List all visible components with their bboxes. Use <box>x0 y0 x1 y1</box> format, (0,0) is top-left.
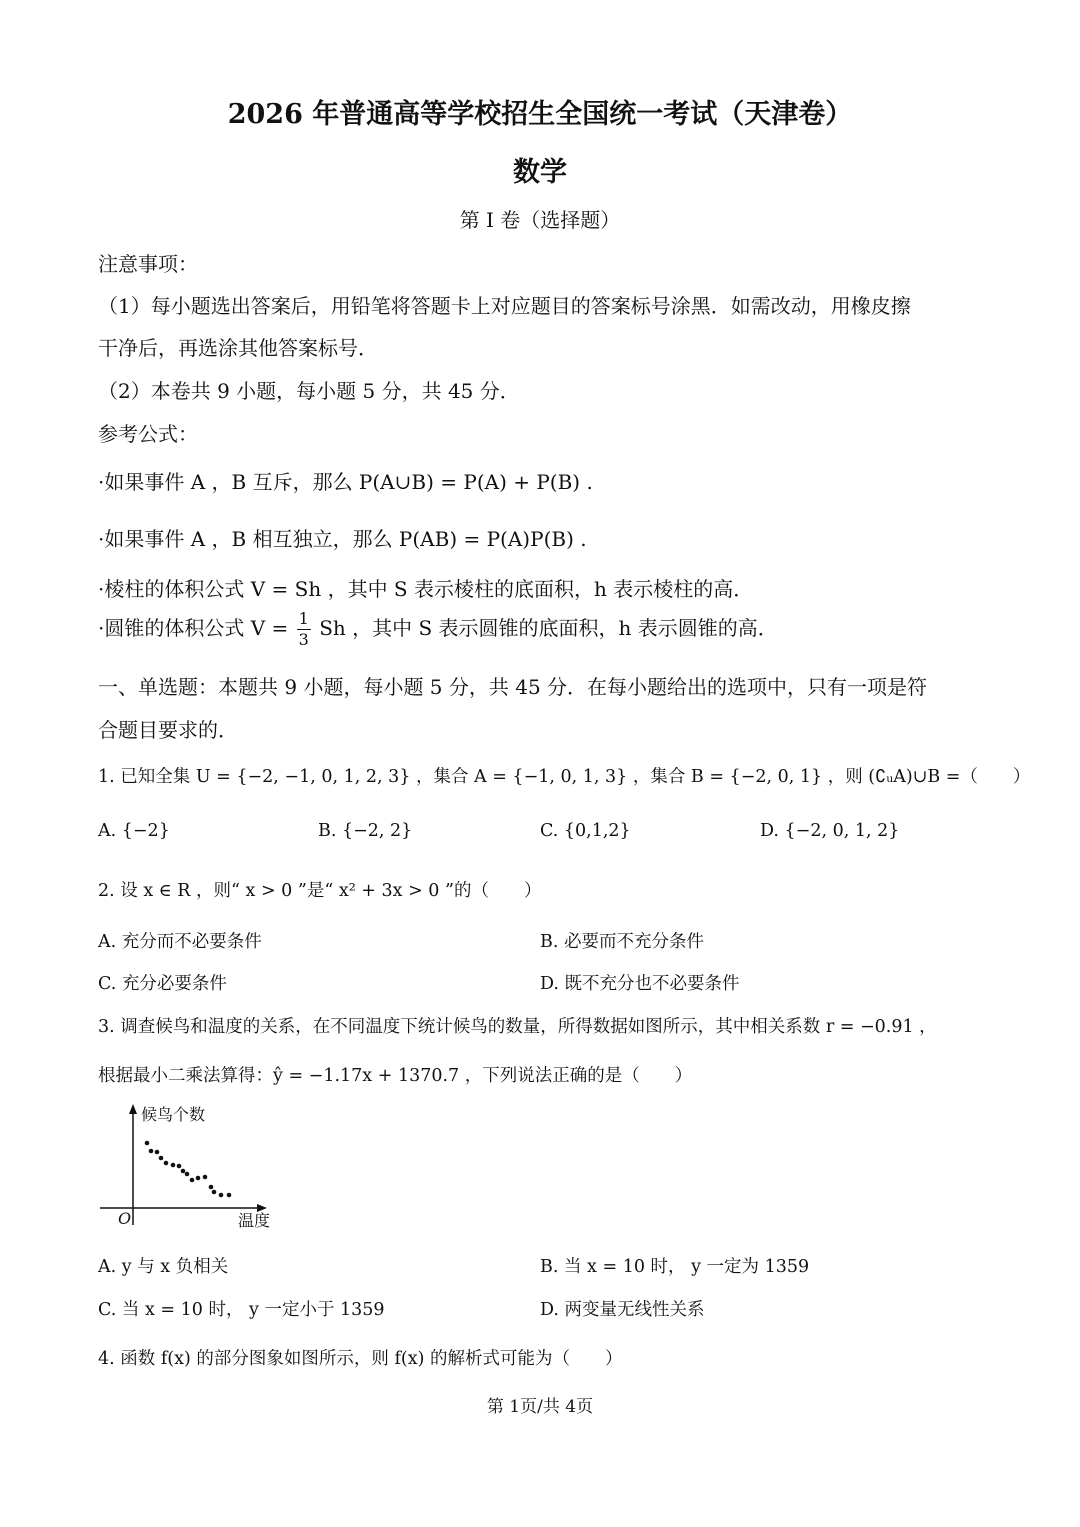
scatter-point <box>185 1172 190 1177</box>
fraction-denominator: 3 <box>298 630 309 649</box>
scatter-point <box>164 1161 169 1166</box>
scatter-point <box>227 1193 232 1198</box>
notes-item2: （2）本卷共 9 小题，每小题 5 分，共 45 分． <box>98 379 520 403</box>
q1-option-a: A. {−2} <box>98 821 170 841</box>
scatter-point <box>209 1185 214 1190</box>
x-axis-label: 温度 <box>238 1211 271 1230</box>
formulas-heading: 参考公式： <box>98 422 198 446</box>
part1-instructions-line1: 一、单选题：本题共 9 小题，每小题 5 分，共 45 分．在每小题给出的选项中，只有一项是符 <box>98 675 928 699</box>
y-axis-label: 候鸟个数 <box>141 1105 206 1124</box>
formula-independent-events: ·如果事件 A ，B 相互独立，那么 P(AB) = P(A)P(B) . <box>98 527 587 551</box>
q2-option-c: C. 充分必要条件 <box>98 974 227 994</box>
q3-option-d: D. 两变量无线性关系 <box>540 1300 705 1320</box>
scatter-point <box>149 1149 154 1154</box>
scatter-point <box>181 1169 186 1174</box>
q1-option-d: D. {−2, 0, 1, 2} <box>760 821 900 841</box>
q2-option-d: D. 既不充分也不必要条件 <box>540 974 740 994</box>
scatter-points <box>145 1141 232 1198</box>
scatter-point <box>196 1176 201 1181</box>
exam-title: 2026 年普通高等学校招生全国统一考试（天津卷） <box>227 99 853 130</box>
formula-cone-volume <box>98 611 778 648</box>
scatter-point <box>145 1141 150 1146</box>
scatter-point <box>171 1163 176 1168</box>
scatter-point <box>155 1150 160 1155</box>
cone-formula-prefix: ·圆锥的体积公式 V = <box>98 616 289 640</box>
q3-scatter-figure <box>95 1100 295 1235</box>
scatter-point <box>212 1190 217 1195</box>
q3-stem-line1: 3. 调查候鸟和温度的关系，在不同温度下统计候鸟的数量，所得数据如图所示，其中相关系数 r = −0.91 ， <box>98 1017 937 1037</box>
origin-label: O <box>118 1209 132 1228</box>
scatter-point <box>203 1175 208 1180</box>
part1-instructions-line2: 合题目要求的． <box>98 718 238 742</box>
q2-stem: 2. 设 x ∈ R ，则“ x > 0 ”是“ x² + 3x > 0 ”的（ ） <box>98 881 542 901</box>
q2-option-a: A. 充分而不必要条件 <box>98 932 262 952</box>
y-axis-arrow <box>129 1104 137 1114</box>
scatter-point <box>159 1156 164 1161</box>
q1-option-c: C. {0,1,2} <box>540 821 631 841</box>
q3-option-c: C. 当 x = 10 时， y 一定小于 1359 <box>98 1300 385 1320</box>
page-footer: 第 1页/共 4页 <box>486 1397 594 1417</box>
formula-prism-volume: ·棱柱的体积公式 V = Sh ，其中 S 表示棱柱的底面积，h 表示棱柱的高． <box>98 577 754 601</box>
scatter-point <box>177 1164 182 1169</box>
q4-stem: 4. 函数 f(x) 的部分图象如图所示，则 f(x) 的解析式可能为（ ） <box>98 1349 623 1369</box>
q3-stem-line2: 根据最小二乘法算得：ŷ = −1.17x + 1370.7 ，下列说法正确的是（ ） <box>98 1066 693 1086</box>
fraction-numerator: 1 <box>298 609 309 628</box>
section-title: 第 I 卷（选择题） <box>459 208 621 232</box>
notes-heading: 注意事项： <box>98 252 198 276</box>
notes-item1-line1: （1）每小题选出答案后，用铅笔将答题卡上对应题目的答案标号涂黑．如需改动，用橡皮擦 <box>98 294 911 318</box>
one-third-fraction <box>297 611 311 648</box>
formula-exclusive-events: ·如果事件 A ，B 互斥，那么 P(A∪B) = P(A) + P(B) . <box>98 470 593 494</box>
scatter-point <box>190 1178 195 1183</box>
notes-item1-line2: 干净后，再选涂其他答案标号． <box>98 336 378 360</box>
q3-option-a: A. y 与 x 负相关 <box>98 1257 229 1277</box>
q1-option-b: B. {−2, 2} <box>318 821 413 841</box>
q1-stem: 1. 已知全集 U = {−2, −1, 0, 1, 2, 3} ，集合 A = {−1, 0, 1, 3} ，集合 B = {−2, 0, 1} ，则 (∁ᵤA)∪B =（ ） <box>98 767 1031 787</box>
subject-title: 数学 <box>513 157 567 188</box>
scatter-point <box>219 1193 224 1198</box>
q3-option-b: B. 当 x = 10 时， y 一定为 1359 <box>540 1257 810 1277</box>
cone-formula-suffix: Sh ，其中 S 表示圆锥的底面积，h 表示圆锥的高． <box>319 616 778 640</box>
q2-option-b: B. 必要而不充分条件 <box>540 932 704 952</box>
